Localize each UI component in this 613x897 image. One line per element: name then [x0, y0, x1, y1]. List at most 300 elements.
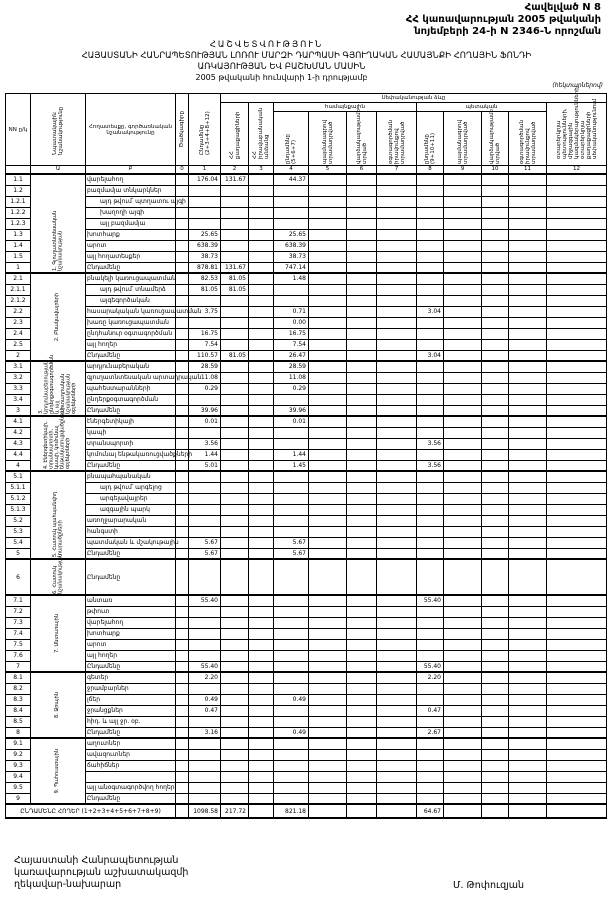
value-cell-col-2 — [221, 361, 249, 372]
value-cell-col-1: 28.59 — [189, 361, 221, 372]
value-cell-col-4: 0.00 — [274, 317, 309, 328]
table-row — [6, 383, 607, 394]
value-cell-col-7 — [377, 196, 417, 207]
code-column-cell — [176, 416, 189, 427]
position-line: ղեկավար-նախարար — [14, 879, 122, 890]
value-cell-col-7 — [377, 207, 417, 218]
value-cell-col-7 — [377, 526, 417, 537]
column-number: 0 — [176, 166, 189, 175]
value-cell-col-5 — [309, 482, 347, 493]
value-cell-col-12 — [547, 229, 607, 240]
value-cell-col-3 — [249, 683, 274, 694]
category-cell — [31, 407, 86, 471]
value-cell-col-10 — [482, 218, 509, 229]
row-landtype: Ընդամենը — [86, 350, 176, 361]
row-code: 1.2.2 — [6, 207, 31, 218]
value-cell-col-9 — [444, 493, 482, 504]
value-cell-col-9 — [444, 449, 482, 460]
value-cell-col-10 — [482, 639, 509, 650]
value-cell-col-6 — [347, 793, 377, 804]
value-cell-col-8 — [417, 207, 444, 218]
category-cell — [31, 553, 86, 595]
value-cell-col-4: 1.48 — [274, 273, 309, 284]
value-cell-col-10 — [482, 372, 509, 383]
value-cell-col-10 — [482, 650, 509, 661]
value-cell-col-6 — [347, 262, 377, 273]
value-cell-col-6 — [347, 295, 377, 306]
code-column-cell — [176, 749, 189, 760]
column-number-row — [6, 166, 607, 175]
value-cell-col-3 — [249, 218, 274, 229]
row-landtype: աղուտներ — [86, 738, 176, 749]
table-row — [6, 537, 607, 548]
value-cell-col-11 — [509, 405, 547, 416]
category-label: 4. Էներգետիկայի, տրանսպորտի, կապի, կոմունալ ենթակառուցվածքների օբյեկտների — [43, 407, 72, 469]
row-landtype: բազմամյա տնկարկներ — [86, 185, 176, 196]
value-cell-col-5 — [309, 196, 347, 207]
value-cell-col-3 — [249, 482, 274, 493]
table-row — [6, 482, 607, 493]
value-cell-col-3 — [249, 306, 274, 317]
value-cell-col-9 — [444, 771, 482, 782]
value-cell-col-11 — [509, 284, 547, 295]
value-cell-col-4: 38.73 — [274, 251, 309, 262]
column-number-blank — [6, 166, 31, 175]
value-cell-col-1: 3.75 — [189, 306, 221, 317]
value-cell-col-2 — [221, 771, 249, 782]
row-landtype: ճահիճներ — [86, 760, 176, 771]
value-cell-col-5 — [309, 738, 347, 749]
value-cell-col-9 — [444, 218, 482, 229]
value-cell-col-10 — [482, 804, 509, 818]
row-code: 2.1.2 — [6, 295, 31, 306]
value-cell-col-4 — [274, 218, 309, 229]
value-cell-col-4 — [274, 559, 309, 595]
value-cell-col-9 — [444, 295, 482, 306]
value-cell-col-3 — [249, 174, 274, 185]
value-cell-col-8: 64.67 — [417, 804, 444, 818]
value-cell-col-9 — [444, 628, 482, 639]
value-cell-col-4 — [274, 185, 309, 196]
row-landtype: ընդհանուր օգտագործման — [86, 328, 176, 339]
report-date: 2005 թվականի հունվարի 1-ի դրությամբ — [195, 73, 368, 82]
value-cell-col-8 — [417, 515, 444, 526]
value-cell-col-4: 16.75 — [274, 328, 309, 339]
code-column-cell — [176, 782, 189, 793]
col-code: Ծածկագիրը — [176, 94, 189, 166]
row-landtype: տրանսպորտի — [86, 438, 176, 449]
value-cell-col-2 — [221, 727, 249, 738]
value-cell-col-3 — [249, 427, 274, 438]
value-cell-col-6 — [347, 606, 377, 617]
table-row — [6, 416, 607, 427]
value-cell-col-11 — [509, 595, 547, 606]
value-cell-col-2 — [221, 606, 249, 617]
row-landtype — [86, 771, 176, 782]
value-cell-col-4: 0.71 — [274, 306, 309, 317]
table-row — [6, 174, 607, 185]
value-cell-col-3 — [249, 749, 274, 760]
value-cell-col-4 — [274, 427, 309, 438]
value-cell-col-1: 2.20 — [189, 672, 221, 683]
value-cell-col-10 — [482, 416, 509, 427]
value-cell-col-5 — [309, 460, 347, 471]
value-cell-col-6 — [347, 760, 377, 771]
value-cell-col-2 — [221, 760, 249, 771]
value-cell-col-1 — [189, 504, 221, 515]
table-row — [6, 628, 607, 639]
value-cell-col-7 — [377, 782, 417, 793]
category-label: 1. Գյուղատնտեսական նշանակության — [51, 210, 63, 271]
value-cell-col-6 — [347, 548, 377, 559]
row-landtype: արդյունաբերական — [86, 361, 176, 372]
value-cell-col-7 — [377, 537, 417, 548]
value-cell-col-6 — [347, 727, 377, 738]
value-cell-col-1 — [189, 207, 221, 218]
community-header: համայնքային — [274, 103, 417, 112]
value-cell-col-9 — [444, 240, 482, 251]
value-cell-col-9 — [444, 438, 482, 449]
value-cell-col-8 — [417, 493, 444, 504]
row-landtype: կոմունալ ենթակառուցվածքների — [87, 451, 193, 458]
value-cell-col-2 — [221, 504, 249, 515]
column-number: 11 — [509, 166, 547, 175]
value-cell-col-4 — [274, 793, 309, 804]
value-cell-col-3 — [249, 782, 274, 793]
value-cell-col-3 — [249, 383, 274, 394]
value-cell-col-11 — [509, 515, 547, 526]
row-landtype: արոտ — [86, 240, 176, 251]
value-cell-col-8 — [417, 405, 444, 416]
value-cell-col-3 — [249, 185, 274, 196]
value-cell-col-7 — [377, 218, 417, 229]
value-cell-col-7 — [377, 694, 417, 705]
row-code: 3.2 — [6, 372, 31, 383]
value-cell-col-10 — [482, 196, 509, 207]
value-cell-col-1 — [189, 471, 221, 482]
row-code: 2.1 — [6, 273, 31, 284]
value-cell-col-5 — [309, 416, 347, 427]
code-column-cell — [176, 595, 189, 606]
row-landtype: այգեգործական — [86, 295, 176, 306]
value-cell-col-12 — [547, 361, 607, 372]
value-cell-col-6 — [347, 460, 377, 471]
value-cell-col-12 — [547, 372, 607, 383]
row-landtype: այլ բազմամյա — [86, 218, 176, 229]
value-cell-col-1: 39.96 — [189, 405, 221, 416]
table-row — [6, 559, 607, 595]
value-cell-col-2 — [221, 749, 249, 760]
row-code: 2.3 — [6, 317, 31, 328]
value-cell-col-7 — [377, 628, 417, 639]
value-cell-col-10 — [482, 449, 509, 460]
value-cell-col-3 — [249, 716, 274, 727]
value-cell-col-8 — [417, 606, 444, 617]
table-row — [6, 361, 607, 372]
value-cell-col-11 — [509, 705, 547, 716]
value-cell-col-12 — [547, 548, 607, 559]
value-cell-col-10 — [482, 405, 509, 416]
value-cell-col-5 — [309, 760, 347, 771]
value-cell-col-12 — [547, 339, 607, 350]
code-column-cell — [176, 185, 189, 196]
category-cell — [31, 672, 86, 738]
value-cell-col-2 — [221, 339, 249, 350]
value-cell-col-3 — [249, 515, 274, 526]
value-cell-col-7 — [377, 793, 417, 804]
value-cell-col-8 — [417, 537, 444, 548]
value-cell-col-10 — [482, 628, 509, 639]
row-code: 9.4 — [6, 771, 31, 782]
row-code: 3.4 — [6, 394, 31, 405]
value-cell-col-9 — [444, 804, 482, 818]
value-cell-col-1 — [189, 793, 221, 804]
value-cell-col-3 — [249, 207, 274, 218]
value-cell-col-10 — [482, 705, 509, 716]
value-cell-col-5 — [309, 372, 347, 383]
row-code: 8.4 — [6, 705, 31, 716]
value-cell-col-3 — [249, 471, 274, 482]
value-cell-col-11 — [509, 262, 547, 273]
row-code: 5.1.1 — [6, 482, 31, 493]
value-cell-col-12 — [547, 284, 607, 295]
value-cell-col-10 — [482, 394, 509, 405]
code-column-cell — [176, 482, 189, 493]
row-landtype: ջրամբարներ — [86, 683, 176, 694]
column-number: 4 — [274, 166, 309, 175]
code-column-cell — [176, 771, 189, 782]
report-title: ՀԱՇՎԵՏՎՈՒԹՅՈՒՆ — [209, 40, 324, 50]
value-cell-col-6 — [347, 383, 377, 394]
code-column-cell — [176, 639, 189, 650]
value-cell-col-8: 55.40 — [417, 661, 444, 672]
value-cell-col-7 — [377, 661, 417, 672]
code-column-cell — [176, 661, 189, 672]
value-cell-col-5 — [309, 617, 347, 628]
value-cell-col-9 — [444, 595, 482, 606]
value-cell-col-6 — [347, 515, 377, 526]
value-cell-col-4 — [274, 471, 309, 482]
value-cell-col-2 — [221, 295, 249, 306]
position-line: Հայաստանի Հանրապետության — [14, 855, 179, 866]
value-cell-col-1 — [189, 628, 221, 639]
table-row — [6, 683, 607, 694]
value-cell-col-8 — [417, 749, 444, 760]
row-code: 2.5 — [6, 339, 31, 350]
value-cell-col-7 — [377, 738, 417, 749]
value-cell-col-8 — [417, 526, 444, 537]
value-cell-col-1 — [189, 515, 221, 526]
value-cell-col-9 — [444, 760, 482, 771]
row-landtype: հիդ. և այլ ջր. օբ. — [86, 716, 176, 727]
value-cell-col-12 — [547, 672, 607, 683]
row-landtype: հանգստի — [86, 526, 176, 537]
value-cell-col-8: 2.20 — [417, 672, 444, 683]
value-cell-col-5 — [309, 526, 347, 537]
value-cell-col-12 — [547, 782, 607, 793]
value-cell-col-7 — [377, 617, 417, 628]
value-cell-col-4: 44.37 — [274, 174, 309, 185]
value-cell-col-4: 5.67 — [274, 537, 309, 548]
row-code: 7.2 — [6, 606, 31, 617]
value-cell-col-5 — [309, 595, 347, 606]
value-cell-col-10 — [482, 185, 509, 196]
value-cell-col-6 — [347, 559, 377, 595]
value-cell-col-1: 25.65 — [189, 229, 221, 240]
category-cell — [31, 738, 86, 804]
row-landtype: էներգետիկայի — [86, 416, 176, 427]
row-landtype: բնակելի կառուցապատման — [86, 273, 176, 284]
value-cell-col-6 — [347, 372, 377, 383]
value-cell-col-2: 81.05 — [221, 350, 249, 361]
value-cell-col-10 — [482, 771, 509, 782]
value-cell-col-5 — [309, 515, 347, 526]
value-cell-col-4 — [274, 493, 309, 504]
value-cell-col-6 — [347, 339, 377, 350]
value-cell-col-8 — [417, 240, 444, 251]
code-column-cell — [176, 548, 189, 559]
value-cell-col-1 — [189, 218, 221, 229]
value-cell-col-9 — [444, 694, 482, 705]
value-cell-col-9 — [444, 738, 482, 749]
value-cell-col-3 — [249, 504, 274, 515]
signatory-position — [14, 855, 188, 891]
value-cell-col-1: 878.81 — [189, 262, 221, 273]
value-cell-col-11 — [509, 196, 547, 207]
value-cell-col-2 — [221, 207, 249, 218]
value-cell-col-10 — [482, 328, 509, 339]
category-cell — [31, 273, 86, 361]
row-code: 8.5 — [6, 716, 31, 727]
code-column-cell — [176, 383, 189, 394]
value-cell-col-6 — [347, 405, 377, 416]
table-row — [6, 460, 607, 471]
value-cell-col-10 — [482, 749, 509, 760]
value-cell-col-5 — [309, 284, 347, 295]
row-code: 3.1 — [6, 361, 31, 372]
code-column-cell — [176, 606, 189, 617]
value-cell-col-12 — [547, 427, 607, 438]
code-column-cell — [176, 295, 189, 306]
value-cell-col-12 — [547, 650, 607, 661]
value-cell-col-7 — [377, 383, 417, 394]
value-cell-col-11 — [509, 339, 547, 350]
column-number: Ա — [31, 166, 86, 175]
value-cell-col-1 — [189, 493, 221, 504]
table-row — [6, 372, 607, 383]
value-cell-col-12 — [547, 559, 607, 595]
col-purpose: Նպատակային նշանակությունը — [31, 94, 86, 166]
value-cell-col-7 — [377, 650, 417, 661]
value-cell-col-9 — [444, 705, 482, 716]
value-cell-col-10 — [482, 317, 509, 328]
code-column-cell — [176, 460, 189, 471]
value-cell-col-11 — [509, 460, 547, 471]
value-cell-col-9 — [444, 427, 482, 438]
value-cell-col-8: 3.04 — [417, 306, 444, 317]
value-cell-col-7 — [377, 493, 417, 504]
value-cell-col-4: 39.96 — [274, 405, 309, 416]
value-cell-col-3 — [249, 416, 274, 427]
code-column-cell — [176, 559, 189, 595]
value-cell-col-5 — [309, 229, 347, 240]
value-cell-col-11 — [509, 771, 547, 782]
value-cell-col-8 — [417, 273, 444, 284]
code-column-cell — [176, 251, 189, 262]
value-cell-col-8 — [417, 771, 444, 782]
table-row — [6, 782, 607, 793]
value-cell-col-5 — [309, 650, 347, 661]
value-cell-col-3 — [249, 595, 274, 606]
row-landtype: խառը կառուցապատման — [86, 317, 176, 328]
category-cell — [31, 174, 86, 273]
code-column-cell — [176, 284, 189, 295]
table-row — [6, 306, 607, 317]
value-cell-col-10 — [482, 537, 509, 548]
value-cell-col-9 — [444, 526, 482, 537]
row-code: 7.1 — [6, 595, 31, 606]
value-cell-col-6 — [347, 716, 377, 727]
value-cell-col-1: 5.67 — [189, 548, 221, 559]
value-cell-col-5 — [309, 804, 347, 818]
code-column-cell — [176, 471, 189, 482]
value-cell-col-4 — [274, 771, 309, 782]
value-cell-col-1 — [189, 650, 221, 661]
table-row — [6, 749, 607, 760]
value-cell-col-8 — [417, 262, 444, 273]
row-landtype: այդ թվում՝ տնամերձ — [86, 284, 176, 295]
value-cell-col-2 — [221, 661, 249, 672]
value-cell-col-1: 0.47 — [189, 705, 221, 716]
row-landtype: ջրանցքներ — [86, 705, 176, 716]
value-cell-col-11 — [509, 416, 547, 427]
value-cell-col-11 — [509, 306, 547, 317]
value-cell-col-2 — [221, 650, 249, 661]
value-cell-col-12 — [547, 749, 607, 760]
value-cell-col-10 — [482, 482, 509, 493]
value-cell-col-4: 5.67 — [274, 548, 309, 559]
code-column-cell — [176, 229, 189, 240]
value-cell-col-9 — [444, 727, 482, 738]
code-column-cell — [176, 317, 189, 328]
code-column-cell — [176, 328, 189, 339]
value-cell-col-6 — [347, 628, 377, 639]
value-cell-col-9 — [444, 361, 482, 372]
code-column-cell — [176, 705, 189, 716]
code-column-cell — [176, 617, 189, 628]
value-cell-col-12 — [547, 240, 607, 251]
col-5: պայմանագրով տրամադրված — [309, 112, 347, 166]
value-cell-col-11 — [509, 760, 547, 771]
value-cell-col-5 — [309, 782, 347, 793]
value-cell-col-2 — [221, 716, 249, 727]
code-column-cell — [176, 240, 189, 251]
value-cell-col-12 — [547, 317, 607, 328]
value-cell-col-7 — [377, 350, 417, 361]
value-cell-col-7 — [377, 427, 417, 438]
table-row — [6, 650, 607, 661]
row-code: 5.4 — [6, 537, 31, 548]
value-cell-col-9 — [444, 548, 482, 559]
row-code: 8.1 — [6, 672, 31, 683]
value-cell-col-1: 11.08 — [189, 372, 221, 383]
value-cell-col-8 — [417, 449, 444, 460]
value-cell-col-8 — [417, 760, 444, 771]
value-cell-col-6 — [347, 328, 377, 339]
value-cell-col-9 — [444, 262, 482, 273]
value-cell-col-12 — [547, 727, 607, 738]
value-cell-col-8 — [417, 548, 444, 559]
